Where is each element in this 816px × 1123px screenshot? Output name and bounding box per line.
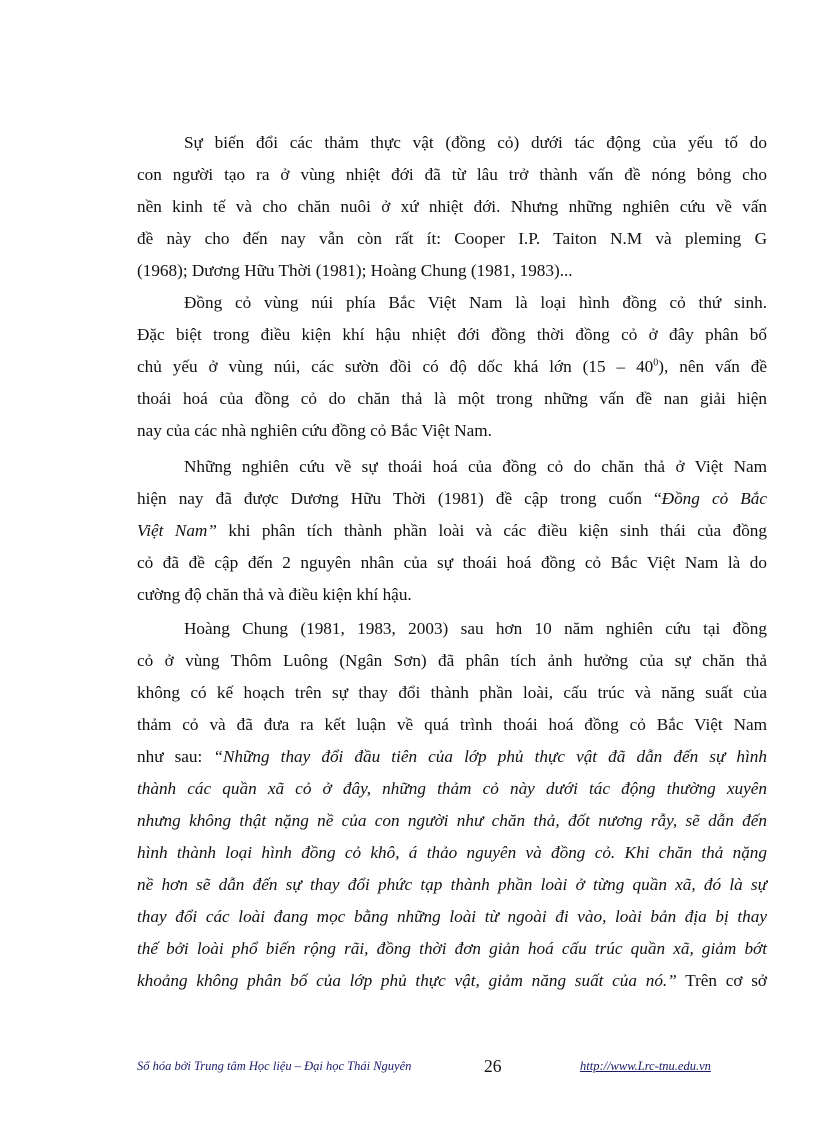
line-text: khi phân tích thành phần loài và các điều kiện sinh thái của đồng — [216, 521, 767, 540]
paragraph-3-line-4: cỏ đã đề cập đến 2 nguyên nhân của sự thoái hoá đồng cỏ Bắc Việt Nam là do — [137, 553, 767, 572]
quote-line-5: thay đổi các loài đang mọc bằng những loài từ ngoài đi vào, loài bản địa bị thay — [137, 907, 767, 926]
paragraph-2-line-3 — [137, 350, 767, 384]
superscript-degree: 0 — [653, 357, 659, 369]
line-text: như sau: — [137, 747, 214, 766]
book-title-cont: Việt Nam” — [137, 521, 217, 540]
paragraph-1-line-4: đề này cho đến nay vẫn còn rất ít: Cooper I.P. Taiton N.M và pleming G — [137, 229, 767, 248]
paragraph-2-line-4: thoái hoá của đồng cỏ do chăn thả là một trong những vấn đề nan giải hiện — [137, 389, 767, 408]
paragraph-3-line-1: Những nghiên cứu về sự thoái hoá của đồng cỏ do chăn thả ở Việt Nam — [184, 457, 767, 476]
line-text: Trên cơ sở — [676, 971, 767, 990]
line-text: hiện nay đã được Dương Hữu Thời (1981) đề cập trong cuốn “ — [137, 489, 662, 508]
line-text: chủ yếu ở vùng núi, các sườn đồi có độ dốc khá lớn (15 – 40 — [137, 357, 654, 376]
paragraph-3-line-2 — [137, 482, 767, 516]
paragraph-1-line-3: nền kinh tế và cho chăn nuôi ở xứ nhiệt đới. Nhưng những nghiên cứu về vấn — [137, 197, 767, 216]
paragraph-1-line-1: Sự biến đổi các thảm thực vật (đồng cỏ) dưới tác động của yếu tố do — [184, 133, 767, 152]
paragraph-1-line-5: (1968); Dương Hữu Thời (1981); Hoàng Chung (1981, 1983)... — [137, 261, 573, 280]
paragraph-2-line-2: Đặc biệt trong điều kiện khí hậu nhiệt đới đồng thời đồng cỏ ở đây phân bố — [137, 325, 767, 344]
footer-website-link[interactable]: http://www.Lrc-tnu.edu.vn — [580, 1059, 711, 1073]
quote-text-end: khoảng không phân bố của lớp phủ thực vật, giảm năng suất của nó.” — [137, 971, 677, 990]
quote-line-1: thành các quần xã cỏ ở đây, những thảm cỏ này dưới tác động thường xuyên — [137, 779, 767, 798]
paragraph-3-line-5: cường độ chăn thả và điều kiện khí hậu. — [137, 585, 412, 604]
book-title: Đồng cỏ Bắc — [661, 489, 767, 508]
paragraph-2-line-5: nay của các nhà nghiên cứu đồng cỏ Bắc Việt Nam. — [137, 421, 492, 440]
quote-line-2: nhưng không thật nặng nề của con người như chăn thả, đốt nương rẫy, sẽ dẫn đến — [137, 811, 767, 830]
page-footer — [0, 1056, 816, 1080]
quote-line-6: thế bởi loài phổ biến rộng rãi, đồng thời đơn giản hoá cấu trúc quần xã, giảm bớt — [137, 939, 767, 958]
quote-text: “Những thay đổi đầu tiên của lớp phủ thực vật đã dẫn đến sự hình — [213, 747, 767, 766]
quote-line-4: nề hơn sẽ dẫn đến sự thay đổi phức tạp thành phần loài ở từng quần xã, đó là sự — [137, 875, 767, 894]
paragraph-2-line-1: Đồng cỏ vùng núi phía Bắc Việt Nam là loại hình đồng cỏ thứ sinh. — [184, 293, 767, 312]
quote-line-3: hình thành loại hình đồng cỏ khô, á thảo nguyên và đồng cỏ. Khi chăn thả nặng — [137, 843, 767, 862]
paragraph-1-line-2: con người tạo ra ở vùng nhiệt đới đã từ lâu trở thành vấn đề nóng bỏng cho — [137, 165, 767, 184]
footer-digitized-by: Số hóa bởi Trung tâm Học liệu – Đại học Thái Nguyên — [137, 1059, 412, 1073]
line-text: ), nên vấn đề — [658, 357, 767, 376]
paragraph-4-line-2: cỏ ở vùng Thôm Luông (Ngân Sơn) đã phân tích ảnh hưởng của sự chăn thả — [137, 651, 767, 670]
paragraph-3-line-3 — [137, 514, 767, 548]
paragraph-4-line-5 — [137, 740, 767, 774]
paragraph-4-last-line — [137, 964, 767, 998]
page-number: 26 — [484, 1056, 502, 1076]
paragraph-4-line-4: thảm cỏ và đã đưa ra kết luận về quá trình thoái hoá đồng cỏ Bắc Việt Nam — [137, 715, 767, 734]
paragraph-4-line-1: Hoàng Chung (1981, 1983, 2003) sau hơn 10 năm nghiên cứu tại đồng — [184, 619, 767, 638]
paragraph-4-line-3: không có kế hoạch trên sự thay đổi thành phần loài, cấu trúc và năng suất của — [137, 683, 767, 702]
